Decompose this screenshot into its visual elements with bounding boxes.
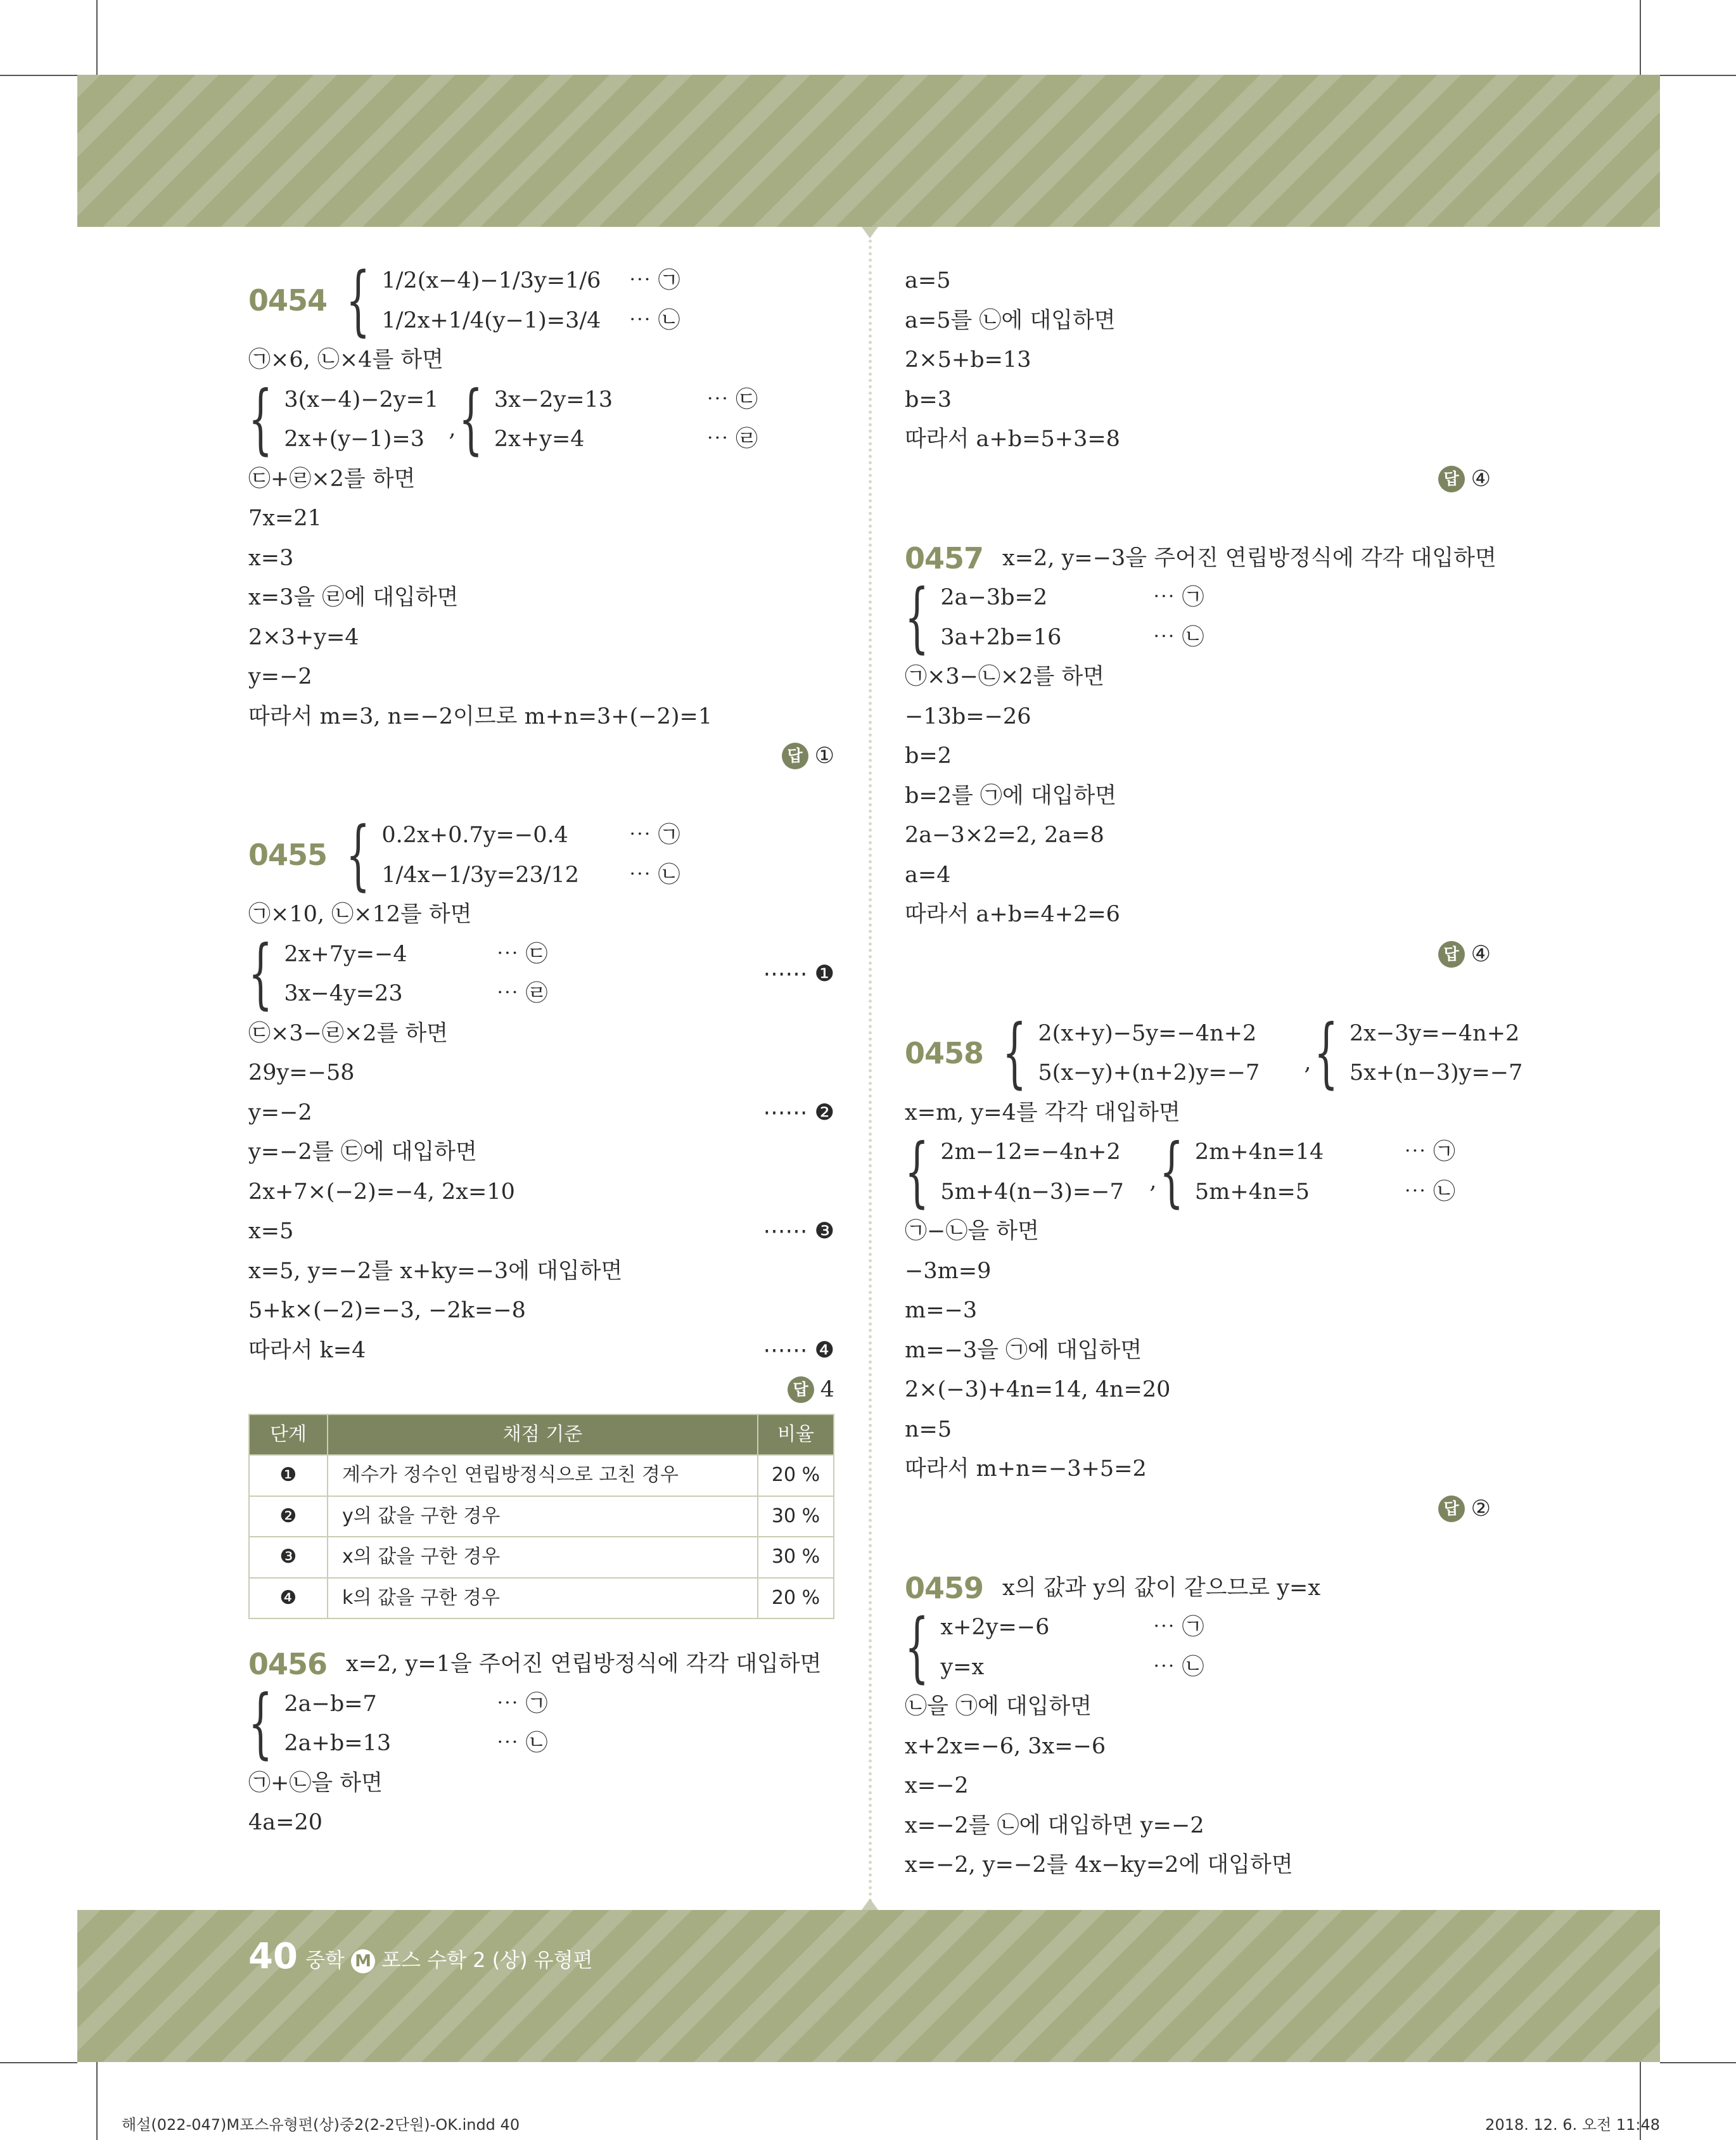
- problem-number: 0458: [905, 1035, 984, 1070]
- equation: 1/2x+1/4(y−1)=3/4: [381, 307, 601, 333]
- solution-line: 따라서 a+b=4+2=6: [905, 902, 1120, 927]
- equation-mark: ⋯ ㉡: [629, 307, 680, 333]
- equation-mark: ⋯ ㉡: [496, 1731, 548, 1756]
- solution-line: y=−2를 ㉢에 대입하면: [248, 1139, 477, 1165]
- equation-system-pair: [905, 1127, 1491, 1216]
- equation-system: [940, 578, 1152, 657]
- solution-text: x=5: [248, 1219, 294, 1244]
- solution-line: 2×3+y=4: [248, 624, 359, 650]
- equation-marks: [706, 380, 758, 459]
- divider-notch: [862, 1899, 878, 1910]
- equation-mark: ⋯ ㉠: [1152, 585, 1204, 610]
- problem-number: 0457: [905, 541, 984, 575]
- equation-system: [1350, 1014, 1522, 1093]
- brace-icon: {: [248, 1679, 273, 1767]
- solution-line: b=2를 ㉠에 대입하면: [905, 783, 1117, 809]
- spacer: [905, 1528, 1491, 1568]
- solution-line: −13b=−26: [905, 703, 1031, 729]
- solution-line: x=m, y=4를 각각 대입하면: [905, 1099, 1180, 1125]
- crop-mark: [1660, 2062, 1736, 2063]
- solution-line: m=−3을 ㉠에 대입하면: [905, 1337, 1142, 1363]
- rubric-header-criterion: 채점 기준: [328, 1414, 758, 1456]
- equation-system: [494, 380, 706, 459]
- problem-0459-header: [905, 1568, 1491, 1608]
- equation-system: [284, 935, 496, 1014]
- equation-system: [284, 380, 449, 459]
- equation-system: [940, 1132, 1149, 1212]
- solution-line: ㉠+㉡을 하면: [248, 1770, 383, 1796]
- divider-notch: [862, 227, 878, 238]
- solution-line: b=2: [905, 743, 952, 769]
- equation-mark: ⋯ ㉣: [496, 981, 548, 1006]
- answer-value: ④: [1471, 466, 1491, 492]
- problem-0457-header: [905, 539, 1497, 579]
- solution-line: −3m=9: [905, 1258, 992, 1284]
- solution-line: ㉢×3−㉣×2를 하면: [248, 1020, 449, 1046]
- equation: 3(x−4)−2y=1: [284, 387, 439, 413]
- solution-line: 2×5+b=13: [905, 347, 1031, 373]
- equation: 5x+(n−3)y=−7: [1349, 1060, 1523, 1086]
- equation: 3a+2b=16: [940, 624, 1062, 650]
- rubric-ratio: 30 %: [758, 1537, 834, 1578]
- solution-line: x=−2, y=−2를 4x−ky=2에 대입하면: [905, 1852, 1293, 1878]
- problem-intro: x=2, y=−3을 주어진 연립방정식에 각각 대입하면: [1002, 545, 1497, 571]
- equation: 1/2(x−4)−1/3y=1/6: [381, 268, 601, 293]
- equation-mark: ⋯ ㉠: [1152, 1615, 1204, 1640]
- equation-mark: ⋯ ㉢: [706, 387, 758, 413]
- answer-value: 4: [820, 1377, 834, 1402]
- equation-mark: ⋯ ㉠: [1403, 1139, 1455, 1165]
- print-slug-date: 2018. 12. 6. 오전 11:48: [1485, 2116, 1660, 2134]
- rubric-step: ❹: [249, 1578, 328, 1619]
- problem-0454-header: [248, 256, 834, 345]
- rubric-header-row: [249, 1414, 834, 1456]
- equation-mark: ⋯ ㉣: [706, 426, 758, 452]
- equation-marks: [1152, 578, 1204, 657]
- answer-line: [248, 736, 834, 776]
- spacer: [248, 776, 834, 816]
- equation: 5m+4n=5: [1194, 1179, 1310, 1205]
- comma: ,: [1304, 1049, 1312, 1075]
- equation-marks: [1152, 1608, 1204, 1687]
- footer-band: [77, 1910, 1660, 2062]
- crop-mark: [96, 2062, 98, 2140]
- solution-line: ㉠×6, ㉡×4를 하면: [248, 347, 444, 373]
- solution-line: x=3을 ㉣에 대입하면: [248, 585, 459, 610]
- equation: 3x−4y=23: [284, 981, 403, 1006]
- equation-system: [940, 1608, 1152, 1687]
- solution-line: x=−2: [905, 1773, 969, 1798]
- solution-line: a=4: [905, 862, 951, 888]
- equation: 2x+y=4: [494, 426, 585, 452]
- problem-number: 0456: [248, 1647, 328, 1681]
- brace-icon: {: [346, 256, 371, 345]
- equation-marks: [496, 935, 547, 1014]
- book-title: [305, 1944, 592, 1973]
- equation: x+2y=−6: [940, 1615, 1050, 1640]
- solution-line: 2x+7×(−2)=−4, 2x=10: [248, 1179, 515, 1205]
- solution-line: b=3: [905, 387, 952, 413]
- problem-number: 0459: [905, 1570, 984, 1605]
- spacer: [248, 1619, 834, 1644]
- equation: 0.2x+0.7y=−0.4: [381, 823, 568, 848]
- solution-line: 29y=−58: [248, 1060, 355, 1086]
- solution-line: a=5: [905, 268, 951, 293]
- step-marker: ⋯⋯ ❶: [763, 961, 834, 987]
- problem-number: 0455: [248, 838, 328, 873]
- solution-line: y=−2: [248, 664, 312, 689]
- solution-text: y=−2: [248, 1099, 312, 1125]
- solution-line: [248, 1212, 834, 1252]
- answer-line: [905, 459, 1491, 499]
- rubric-step: ❷: [249, 1496, 328, 1537]
- equation-marks: [496, 1684, 547, 1764]
- rubric-step: ❸: [249, 1537, 328, 1578]
- equation: 5m+4(n−3)=−7: [940, 1179, 1124, 1205]
- equation: 2m−12=−4n+2: [940, 1139, 1121, 1165]
- answer-badge: 답: [1438, 466, 1465, 492]
- solution-line: [248, 1331, 834, 1371]
- equation: 2(x+y)−5y=−4n+2: [1038, 1020, 1257, 1046]
- equation-system: [1038, 1014, 1304, 1093]
- equation-marks: [1404, 1132, 1455, 1212]
- m-logo-icon: M: [351, 1949, 375, 1973]
- rubric-criterion: x의 값을 구한 경우: [328, 1537, 758, 1578]
- answer-value: ④: [1471, 941, 1491, 967]
- equation: 2a−b=7: [284, 1691, 377, 1717]
- crop-mark: [0, 2062, 77, 2063]
- solution-line: x+2x=−6, 3x=−6: [905, 1733, 1106, 1759]
- step-marker: ⋯⋯ ❸: [763, 1219, 834, 1244]
- solution-line: 따라서 a+b=5+3=8: [905, 426, 1120, 452]
- equation-mark: ⋯ ㉠: [496, 1691, 548, 1717]
- crop-mark: [1660, 75, 1736, 76]
- solution-line: a=5를 ㉡에 대입하면: [905, 307, 1116, 333]
- brace-icon: {: [458, 375, 483, 463]
- rubric-criterion: k의 값을 구한 경우: [328, 1578, 758, 1619]
- equation: 3x−2y=13: [494, 387, 613, 413]
- rubric-ratio: 30 %: [758, 1496, 834, 1537]
- brace-icon: {: [905, 1127, 929, 1216]
- equation-system: [381, 816, 629, 895]
- crop-mark: [1640, 0, 1641, 75]
- book-title-suffix: 포스 수학 2 (상) 유형편: [381, 1948, 593, 1972]
- comma: ,: [1149, 1169, 1157, 1195]
- solution-line: 5+k×(−2)=−3, −2k=−8: [248, 1298, 526, 1323]
- equation: 5(x−y)+(n+2)y=−7: [1038, 1060, 1260, 1086]
- rubric-criterion: y의 값을 구한 경우: [328, 1496, 758, 1537]
- column-divider: [869, 227, 872, 1910]
- equation-mark: ⋯ ㉡: [1152, 1654, 1204, 1680]
- equation: 2x+7y=−4: [284, 941, 407, 967]
- answer-value: ①: [814, 743, 834, 769]
- problem-number: 0454: [248, 283, 328, 318]
- solution-line: 따라서 m+n=−3+5=2: [905, 1456, 1147, 1482]
- problem-0458-header: [905, 1009, 1523, 1097]
- rubric-criterion: 계수가 정수인 연립방정식으로 고친 경우: [328, 1455, 758, 1496]
- answer-line: [905, 935, 1491, 975]
- solution-line: ㉠×3−㉡×2를 하면: [905, 664, 1105, 689]
- left-column: [248, 256, 834, 1843]
- equation: 2x−3y=−4n+2: [1349, 1020, 1520, 1046]
- equation-system-pair: [248, 930, 834, 1018]
- equation: 2a−3b=2: [940, 585, 1048, 610]
- equation-mark: ⋯ ㉡: [629, 862, 680, 888]
- solution-line: 2×(−3)+4n=14, 4n=20: [905, 1377, 1171, 1402]
- equation-system-pair: [248, 1679, 834, 1767]
- equation-system: [381, 261, 629, 340]
- equation: 1/4x−1/3y=23/12: [381, 862, 580, 888]
- solution-line: m=−3: [905, 1298, 978, 1323]
- equation-marks: [629, 261, 680, 340]
- equation-mark: ⋯ ㉡: [1152, 624, 1204, 650]
- equation-mark: ⋯ ㉠: [629, 268, 680, 293]
- table-row: [249, 1496, 834, 1537]
- answer-line: [248, 1370, 834, 1410]
- brace-icon: {: [346, 811, 371, 899]
- brace-icon: {: [905, 573, 929, 662]
- solution-line: 따라서 m=3, n=−2이므로 m+n=3+(−2)=1: [248, 703, 713, 729]
- header-band: [77, 75, 1660, 227]
- solution-line: ㉢+㉣×2를 하면: [248, 466, 416, 492]
- equation: 2x+(y−1)=3: [284, 426, 424, 452]
- answer-badge: 답: [1438, 1496, 1465, 1522]
- problem-0456-header: [248, 1644, 834, 1684]
- rubric-ratio: 20 %: [758, 1578, 834, 1619]
- scoring-rubric-table: [248, 1414, 834, 1620]
- equation-system: [1195, 1132, 1404, 1212]
- table-row: [249, 1537, 834, 1578]
- problem-0455-header: [248, 811, 834, 899]
- brace-icon: {: [248, 375, 273, 463]
- equation: y=x: [940, 1654, 985, 1680]
- spacer: [905, 499, 1491, 539]
- solution-line: x=3: [248, 545, 294, 571]
- problem-intro: x=2, y=1을 주어진 연립방정식에 각각 대입하면: [346, 1651, 822, 1677]
- rubric-header-ratio: 비율: [758, 1414, 834, 1456]
- crop-mark: [96, 0, 98, 75]
- brace-icon: {: [905, 1603, 929, 1691]
- solution-line: n=5: [905, 1416, 952, 1442]
- equation-mark: ⋯ ㉡: [1403, 1179, 1455, 1205]
- brace-icon: {: [1159, 1127, 1184, 1216]
- equation-system-pair: [248, 375, 834, 463]
- equation: 2m+4n=14: [1194, 1139, 1324, 1165]
- solution-line: x=5, y=−2를 x+ky=−3에 대입하면: [248, 1258, 623, 1284]
- answer-value: ②: [1471, 1496, 1491, 1522]
- solution-line: 2a−3×2=2, 2a=8: [905, 823, 1104, 848]
- equation-mark: ⋯ ㉢: [496, 941, 548, 967]
- table-row: [249, 1455, 834, 1496]
- brace-icon: {: [1313, 1009, 1338, 1097]
- equation: 2a+b=13: [284, 1731, 392, 1756]
- solution-line: 4a=20: [248, 1810, 322, 1835]
- right-column: [905, 261, 1523, 1885]
- equation-system-pair: [905, 1603, 1491, 1691]
- brace-icon: {: [248, 930, 273, 1018]
- problem-intro: x의 값과 y의 값이 같으므로 y=x: [1002, 1575, 1321, 1601]
- brace-icon: {: [1002, 1009, 1027, 1097]
- equation-system-pair: [905, 573, 1491, 662]
- solution-line: [248, 1093, 834, 1133]
- step-marker: ⋯⋯ ❷: [763, 1099, 834, 1125]
- answer-line: [905, 1489, 1491, 1529]
- equation-system: [284, 1684, 496, 1764]
- book-title-prefix: 중학: [305, 1948, 351, 1972]
- comma: ,: [449, 416, 456, 442]
- rubric-header-step: 단계: [249, 1414, 328, 1456]
- equation-mark: ⋯ ㉠: [629, 823, 680, 848]
- step-marker: ⋯⋯ ❹: [763, 1337, 834, 1363]
- solution-text: 따라서 k=4: [248, 1337, 366, 1363]
- solution-line: x=−2를 ㉡에 대입하면 y=−2: [905, 1812, 1204, 1838]
- solution-line: ㉡을 ㉠에 대입하면: [905, 1694, 1092, 1719]
- answer-badge: 답: [782, 743, 808, 769]
- spacer: [905, 974, 1491, 1014]
- solution-line: ㉠−㉡을 하면: [905, 1219, 1039, 1244]
- print-slug-filename: 해설(022-047)M포스유형편(상)중2(2-2단원)-OK.indd 40: [122, 2116, 520, 2134]
- answer-badge: 답: [1438, 941, 1465, 968]
- crop-mark: [0, 75, 77, 76]
- solution-line: 7x=21: [248, 506, 322, 531]
- answer-badge: 답: [788, 1376, 814, 1403]
- rubric-step: ❶: [249, 1455, 328, 1496]
- page-number: 40: [248, 1936, 298, 1977]
- solution-line: ㉠×10, ㉡×12를 하면: [248, 902, 472, 927]
- table-row: [249, 1578, 834, 1619]
- rubric-ratio: 20 %: [758, 1455, 834, 1496]
- equation-marks: [629, 816, 680, 895]
